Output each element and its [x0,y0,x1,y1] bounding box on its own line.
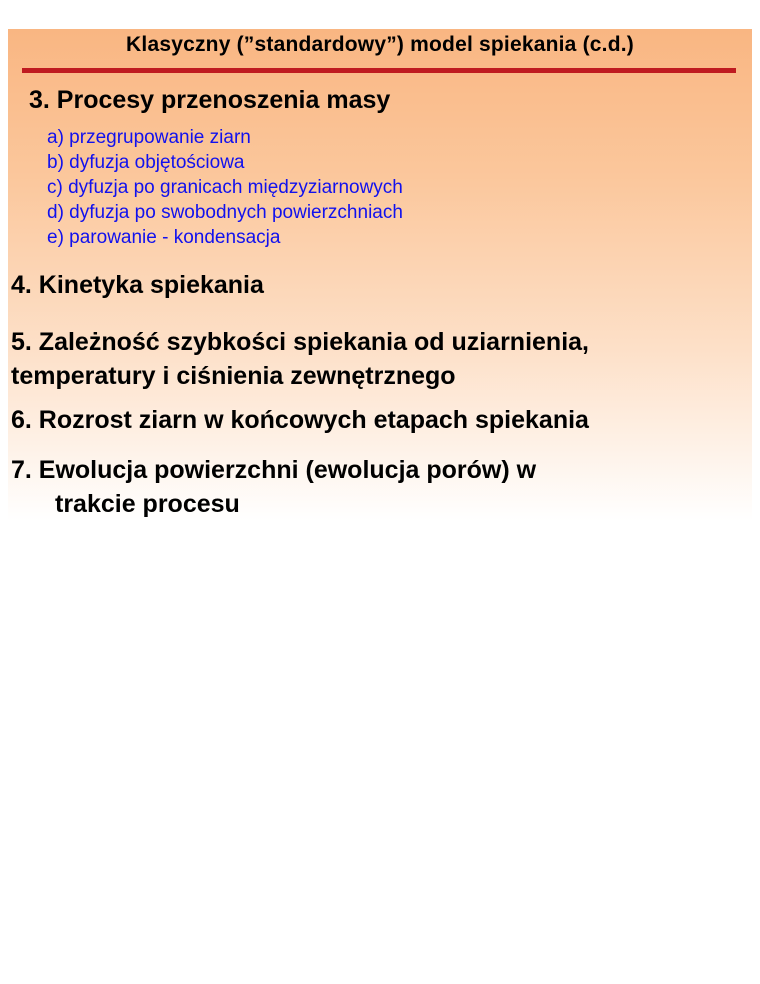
section-4-heading: 4. Kinetyka spiekania [11,271,264,299]
section-3-heading: 3. Procesy przenoszenia masy [29,86,391,114]
section-7-line-2: trakcie procesu [55,490,240,518]
section-7-heading [11,453,536,521]
section-5-line-2: temperatury i ciśnienia zewnętrznego [11,362,456,390]
list-item: a) przegrupowanie ziarn [47,127,251,148]
section-5-heading [11,325,589,393]
list-item: e) parowanie - kondensacja [47,227,281,248]
section-6-heading: 6. Rozrost ziarn w końcowych etapach spiekania [11,406,589,434]
list-item: c) dyfuzja po granicach międzyziarnowych [47,177,403,198]
list-item: d) dyfuzja po swobodnych powierzchniach [47,202,403,223]
mass-transport-list [47,125,403,250]
slide-title: Klasyczny (”standardowy”) model spiekania (c.d.) [126,33,634,56]
list-item: b) dyfuzja objętościowa [47,152,245,173]
title-underline [22,68,736,73]
section-7-line-1: 7. Ewolucja powierzchni (ewolucja porów) w [11,456,537,484]
section-5-line-1: 5. Zależność szybkości spiekania od uziarnienia, [11,328,589,356]
